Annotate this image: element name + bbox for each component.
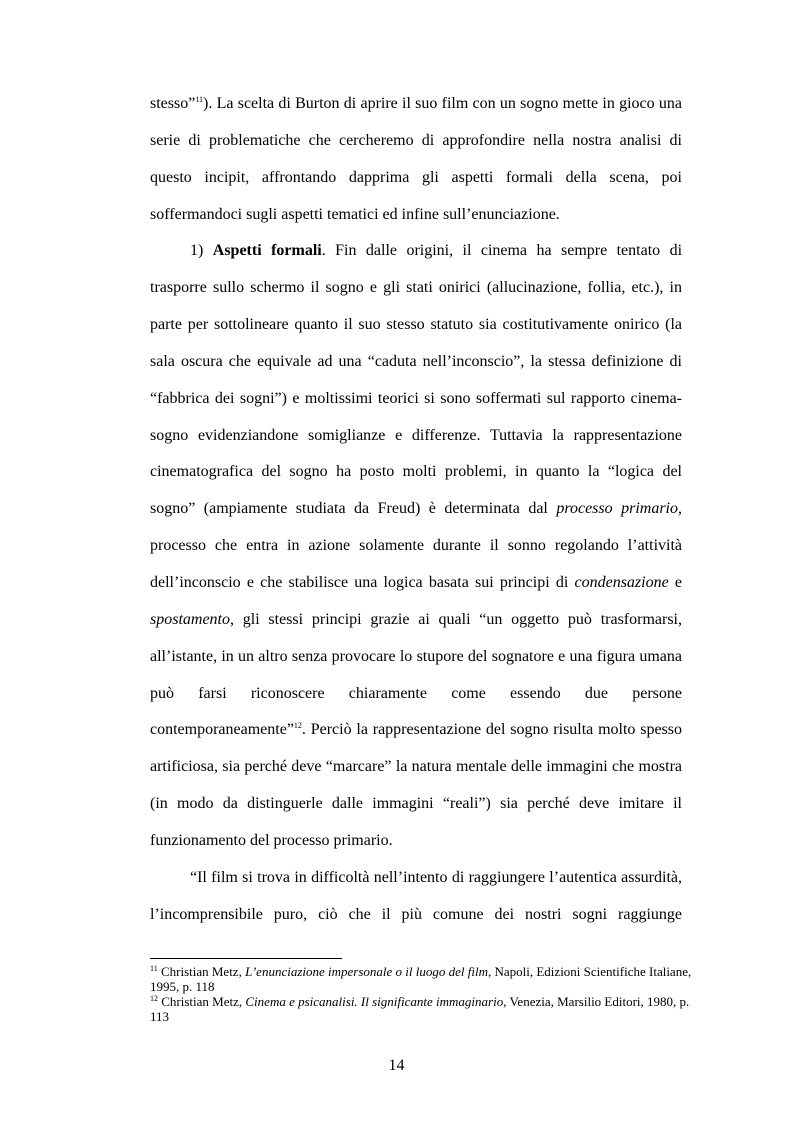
paragraph-3 xyxy=(150,860,682,934)
italic-text: condensazione xyxy=(574,573,669,591)
text-run: stesso” xyxy=(150,95,196,112)
text-run: , Napoli, Edizioni Scientifiche Italiane, 1995, p. 118 xyxy=(150,964,692,994)
bold-text: Aspetti formali xyxy=(212,242,322,260)
text-run: , processo che entra in azione solamente durante il sonno regolando l’attività dell’inconscio e che stabilisce una logica basata sui principi di xyxy=(150,500,683,591)
paragraph-2 xyxy=(150,233,682,859)
footnote-ref: 11 xyxy=(195,95,204,104)
text-run: , gli stessi principi grazie ai quali “un oggetto può trasformarsi, all’istante, in un altro senza provocare lo stupore del sognatore e una figura umana può farsi riconoscere chiaramente come essendo due persone contemporaneamente” xyxy=(150,610,682,739)
text-run: ). La scelta di Burton di aprire il suo film con un sogno mette in gioco una serie di problematiche che cercheremo di approfondire nella nostra analisi di questo incipit, affrontando dapprima gli aspetti formali della scena, poi soffermandoci sugli aspetti tematici ed infine sull’enunciazione. xyxy=(150,95,682,223)
page-number: 14 xyxy=(388,1057,405,1074)
paragraph-1 xyxy=(150,86,682,233)
footnote-12 xyxy=(150,994,710,1024)
text-run: Christian Metz, xyxy=(157,964,246,979)
text-run: , Venezia, Marsilio Editori, 1980, p. 113 xyxy=(150,994,690,1024)
footnote-ref: 11 xyxy=(150,964,158,973)
footnote-ref: 12 xyxy=(293,721,302,731)
text-run: e xyxy=(668,573,682,591)
body-text xyxy=(150,86,682,933)
text-run: Christian Metz, xyxy=(158,994,246,1009)
italic-text: processo primario xyxy=(556,500,679,518)
text-run: . Fin dalle origini, il cinema ha sempre tentato di trasporre sullo schermo il sogno e gli stati onirici (allucinazione, follia, etc.), in parte per sottolineare quanto il suo stesso statuto sia costitutivamente onirico (la sala oscura che equivale ad una “caduta nell’inconscio”, la stessa definizione di “fabbrica dei sogni”) e moltissimi teorici si sono soffermati sul rapporto cinema-sogno evidenziandone somiglianze e differenze. Tuttavia la rappresentazione cinematografica del sogno ha posto molti problemi, in quanto la “logica del sogno” (ampiamente studiata da Freud) è determinata dal xyxy=(150,242,683,518)
italic-text: Cinema e psicanalisi. Il significante immaginario xyxy=(245,994,504,1009)
footnote-ref: 12 xyxy=(150,994,158,1003)
text-run: “Il film si trova in difficoltà nell’intento di raggiungere l’autentica assurdità, l’incomprensibile puro, ciò che il più comune dei nostri sogni raggiunge xyxy=(150,868,682,923)
text-run: 1) xyxy=(190,242,213,260)
text-run: . Perciò la rappresentazione del sogno risulta molto spesso artificiosa, sia perché deve “marcare” la natura mentale delle immagini che mostra (in modo da distinguerle dalle immagini “reali”) sia perché deve imitare il funzionamento del processo primario. xyxy=(150,721,682,849)
footnotes xyxy=(150,964,710,1024)
footnote-separator xyxy=(150,958,342,959)
footnote-11 xyxy=(150,964,710,994)
italic-text: L’enunciazione impersonale o il luogo del film xyxy=(245,964,488,979)
italic-text: spostamento xyxy=(150,610,230,628)
